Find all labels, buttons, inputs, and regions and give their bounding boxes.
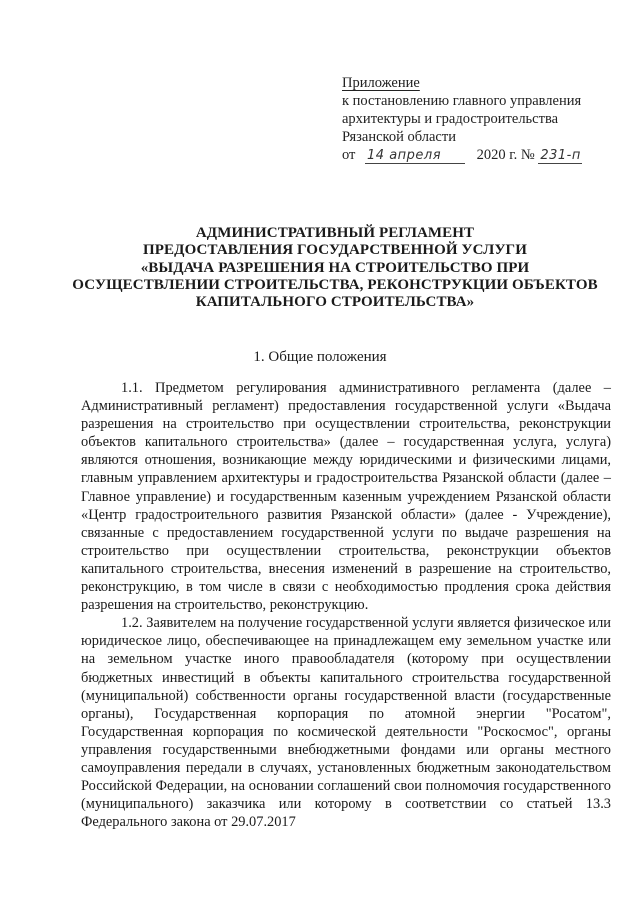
- title-line: «ВЫДАЧА РАЗРЕШЕНИЯ НА СТРОИТЕЛЬСТВО ПРИ: [140, 259, 530, 276]
- appendix-title: Приложение: [342, 75, 420, 91]
- title-line: ПРЕДОСТАВЛЕНИЯ ГОСУДАРСТВЕННОЙ УСЛУГИ: [143, 242, 527, 259]
- appendix-date-line: [342, 146, 632, 164]
- handwritten-number: 231-п: [540, 148, 581, 163]
- appendix-block: [342, 74, 632, 164]
- appendix-line: архитектуры и градостроительства: [342, 111, 559, 127]
- title-line: КАПИТАЛЬНОГО СТРОИТЕЛЬСТВА»: [195, 294, 475, 311]
- title-line: ОСУЩЕСТВЛЕНИИ СТРОИТЕЛЬСТВА, РЕКОНСТРУКЦИИ ОБЪЕКТОВ: [72, 276, 598, 293]
- handwritten-date: 14 апреля: [365, 149, 465, 164]
- title-line: АДМИНИСТРАТИВНЫЙ РЕГЛАМЕНТ: [195, 225, 475, 241]
- paragraph-1-2: 1.2. Заявителем на получение государственной услуги является физическое или юридическое лицо, обеспечивающее на принадлежащем ему земельном участке или на земельном участке иного правообладателя (которому при осуществлении бюджетных инвестиций в объекты капитального строительства государственной (муниципальной) собственности органы государственной власти (государственные органы), Государственная корпорация по атомной энергии "Росатом", Государственная корпорация по космической деятельности "Роскосмос", органы управления государственными внебюджетными фондами или органы местного самоуправления передали в случаях, установленных бюджетным законодательством Российской Федерации, на основании соглашений свои полномочия государственного (муниципального) заказчика или которому в соответствии со статьей 13.3 Федерального закона от 29.07.2017: [81, 615, 611, 831]
- year-text: 2020 г. №: [476, 147, 535, 163]
- appendix-line: Рязанской области: [342, 129, 456, 145]
- appendix-line: к постановлению главного управления: [342, 93, 582, 109]
- date-prefix: от: [342, 147, 356, 163]
- document-body: [81, 379, 611, 831]
- document-title: [55, 225, 615, 311]
- paragraph-1-1: 1.1. Предметом регулирования административного регламента (далее – Административный регламент) предоставления государственной услуги «Выдача разрешения на строительство при осуществлении строительства, реконструкции объектов капитального строительства» (далее – государственная услуга, услуга) являются отношения, возникающие между юридическими и физическими лицами, главным управлением архитектуры и градостроительства Рязанской области (далее – Главное управление) и государственным казенным учреждением Рязанской области «Центр градостроительного развития Рязанской области» (далее - Учреждение), связанные с предоставлением государственной услуги по выдаче разрешения на строительство при осуществлении строительства, реконструкции объектов капитального строительства, внесения изменений в разрешение на строительство, реконструкцию, в том числе в связи с необходимостью продления срока действия разрешения на строительство, реконструкцию.: [81, 380, 611, 614]
- section-heading: 1. Общие положения: [253, 349, 387, 365]
